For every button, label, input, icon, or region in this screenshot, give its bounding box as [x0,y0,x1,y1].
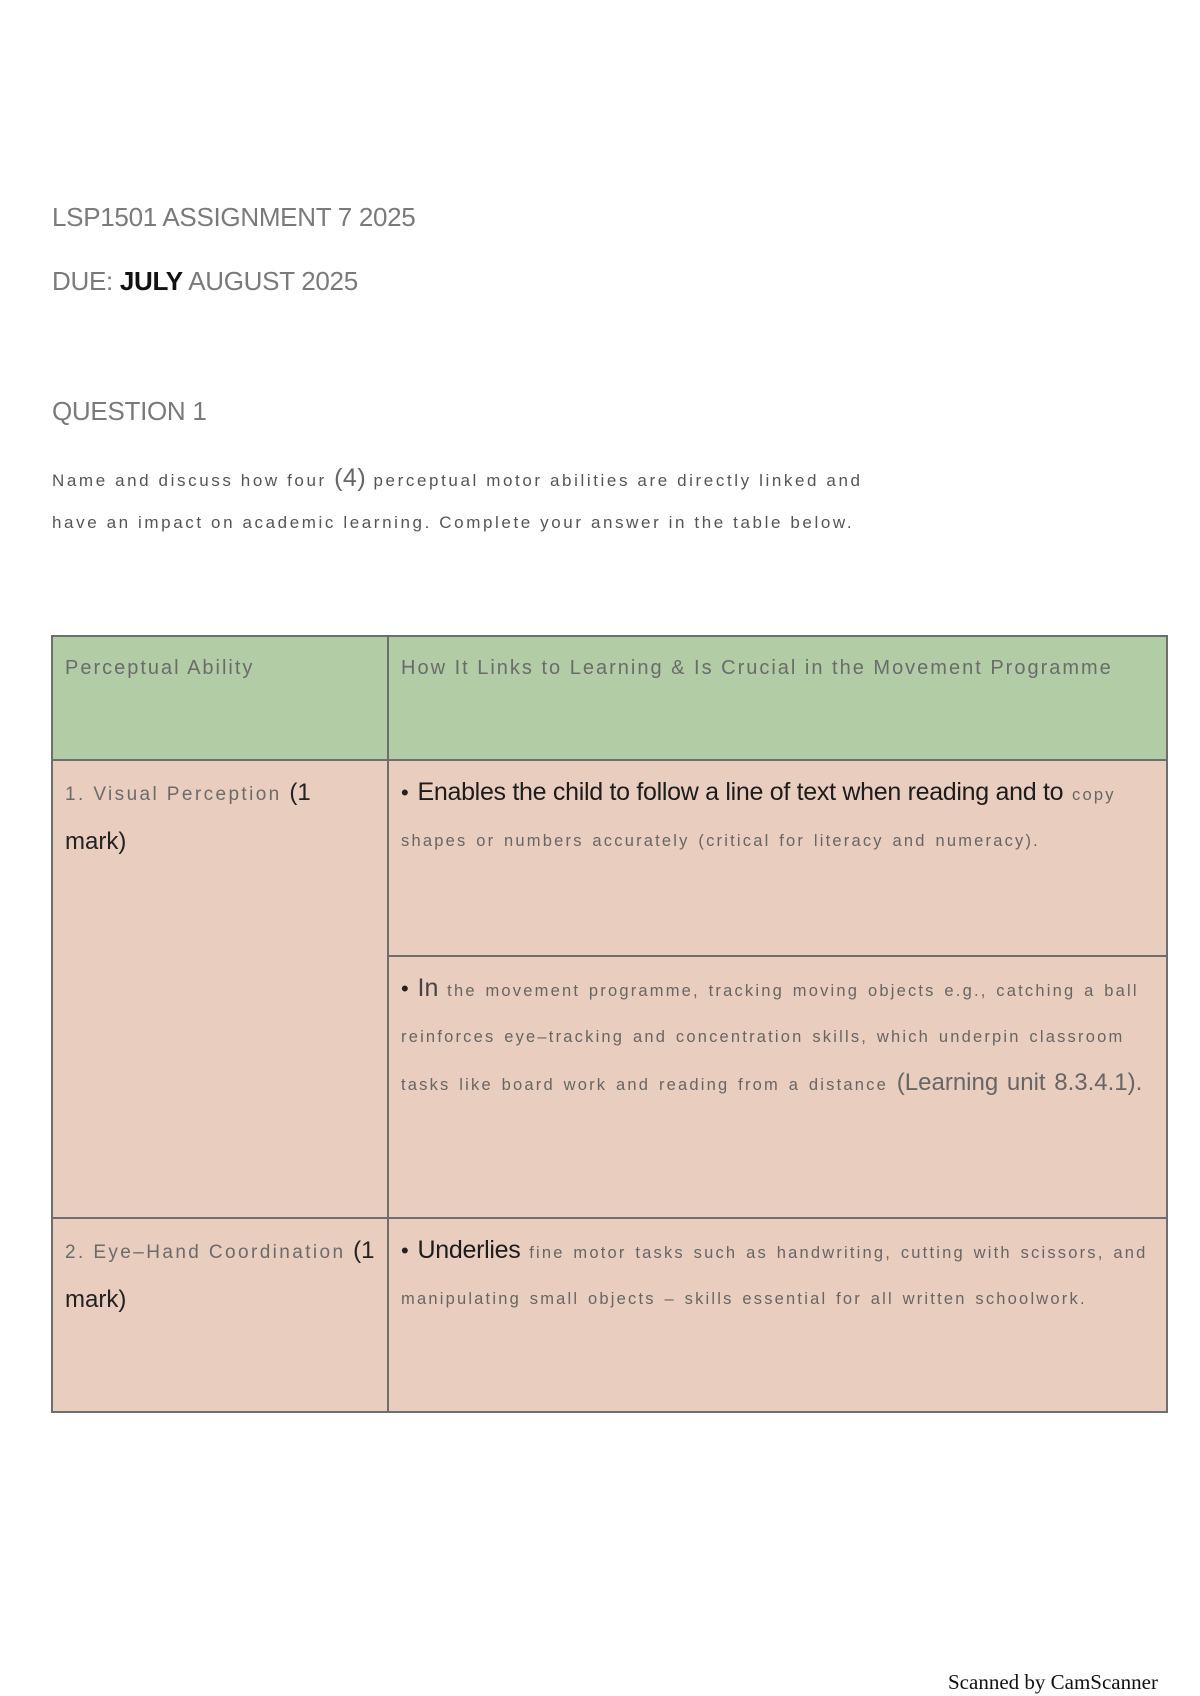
table-row [52,1218,1167,1412]
prompt-count: (4) [334,464,367,492]
prompt-text: Name and discuss how four [52,471,327,490]
header-ability-label: Perceptual Ability [65,657,255,679]
explanation-text: the movement programme, tracking moving objects e.g., catching a ball reinforces eye–tracking and concentration skills, which underpin classroom tasks like board work and reading from a distance [401,982,1139,1094]
prompt-instruction: Complete your answer in the table below. [439,513,855,532]
explanation-cell [388,1218,1167,1412]
question-prompt-line-1 [52,464,863,493]
prompt-text: perceptual motor abilities are directly linked and [373,471,863,490]
explanation-lead: Enables the child to follow a line of text when reading and to [417,778,1064,806]
question-prompt-line-2 [52,513,854,533]
answer-table [51,635,1168,1413]
explanation-lead: Underlies [417,1236,521,1264]
ability-cell [52,760,388,1218]
scanner-watermark: Scanned by CamScanner [948,1670,1158,1694]
due-rest: AUGUST 2025 [188,266,358,296]
learning-unit-reference: (Learning unit 8.3.4.1). [896,1069,1143,1096]
table-header-row [52,636,1167,760]
header-cell-links [388,636,1167,760]
ability-mark: (1 mark) [65,779,311,855]
question-title: QUESTION 1 [52,396,207,426]
ability-name: 2. Eye–Hand Coordination [65,1242,346,1263]
bullet: • [401,976,409,1001]
ability-mark: (1 mark) [65,1237,375,1313]
explanation-text: copy shapes or numbers accurately (critical for literacy and numeracy). [401,786,1116,850]
bullet: • [401,1238,409,1263]
bullet: • [401,780,409,805]
explanation-cell [388,760,1167,956]
due-date-line [52,266,358,297]
header-links-label: How It Links to Learning & Is Crucial in the Movement Programme [401,657,1113,679]
due-month-bold: JULY [119,266,183,296]
table-row [52,760,1167,956]
prompt-text: have an impact on academic learning. [52,513,432,532]
ability-cell [52,1218,388,1412]
ability-name: 1. Visual Perception [65,784,282,805]
explanation-cell [388,956,1167,1218]
explanation-lead: In [417,974,439,1002]
header-cell-ability [52,636,388,760]
assignment-title: LSP1501 ASSIGNMENT 7 2025 [52,202,416,232]
explanation-text: fine motor tasks such as handwriting, cutting with scissors, and manipulating small objects – skills essential for all written schoolwork. [401,1244,1148,1308]
due-label: DUE: [52,266,113,296]
